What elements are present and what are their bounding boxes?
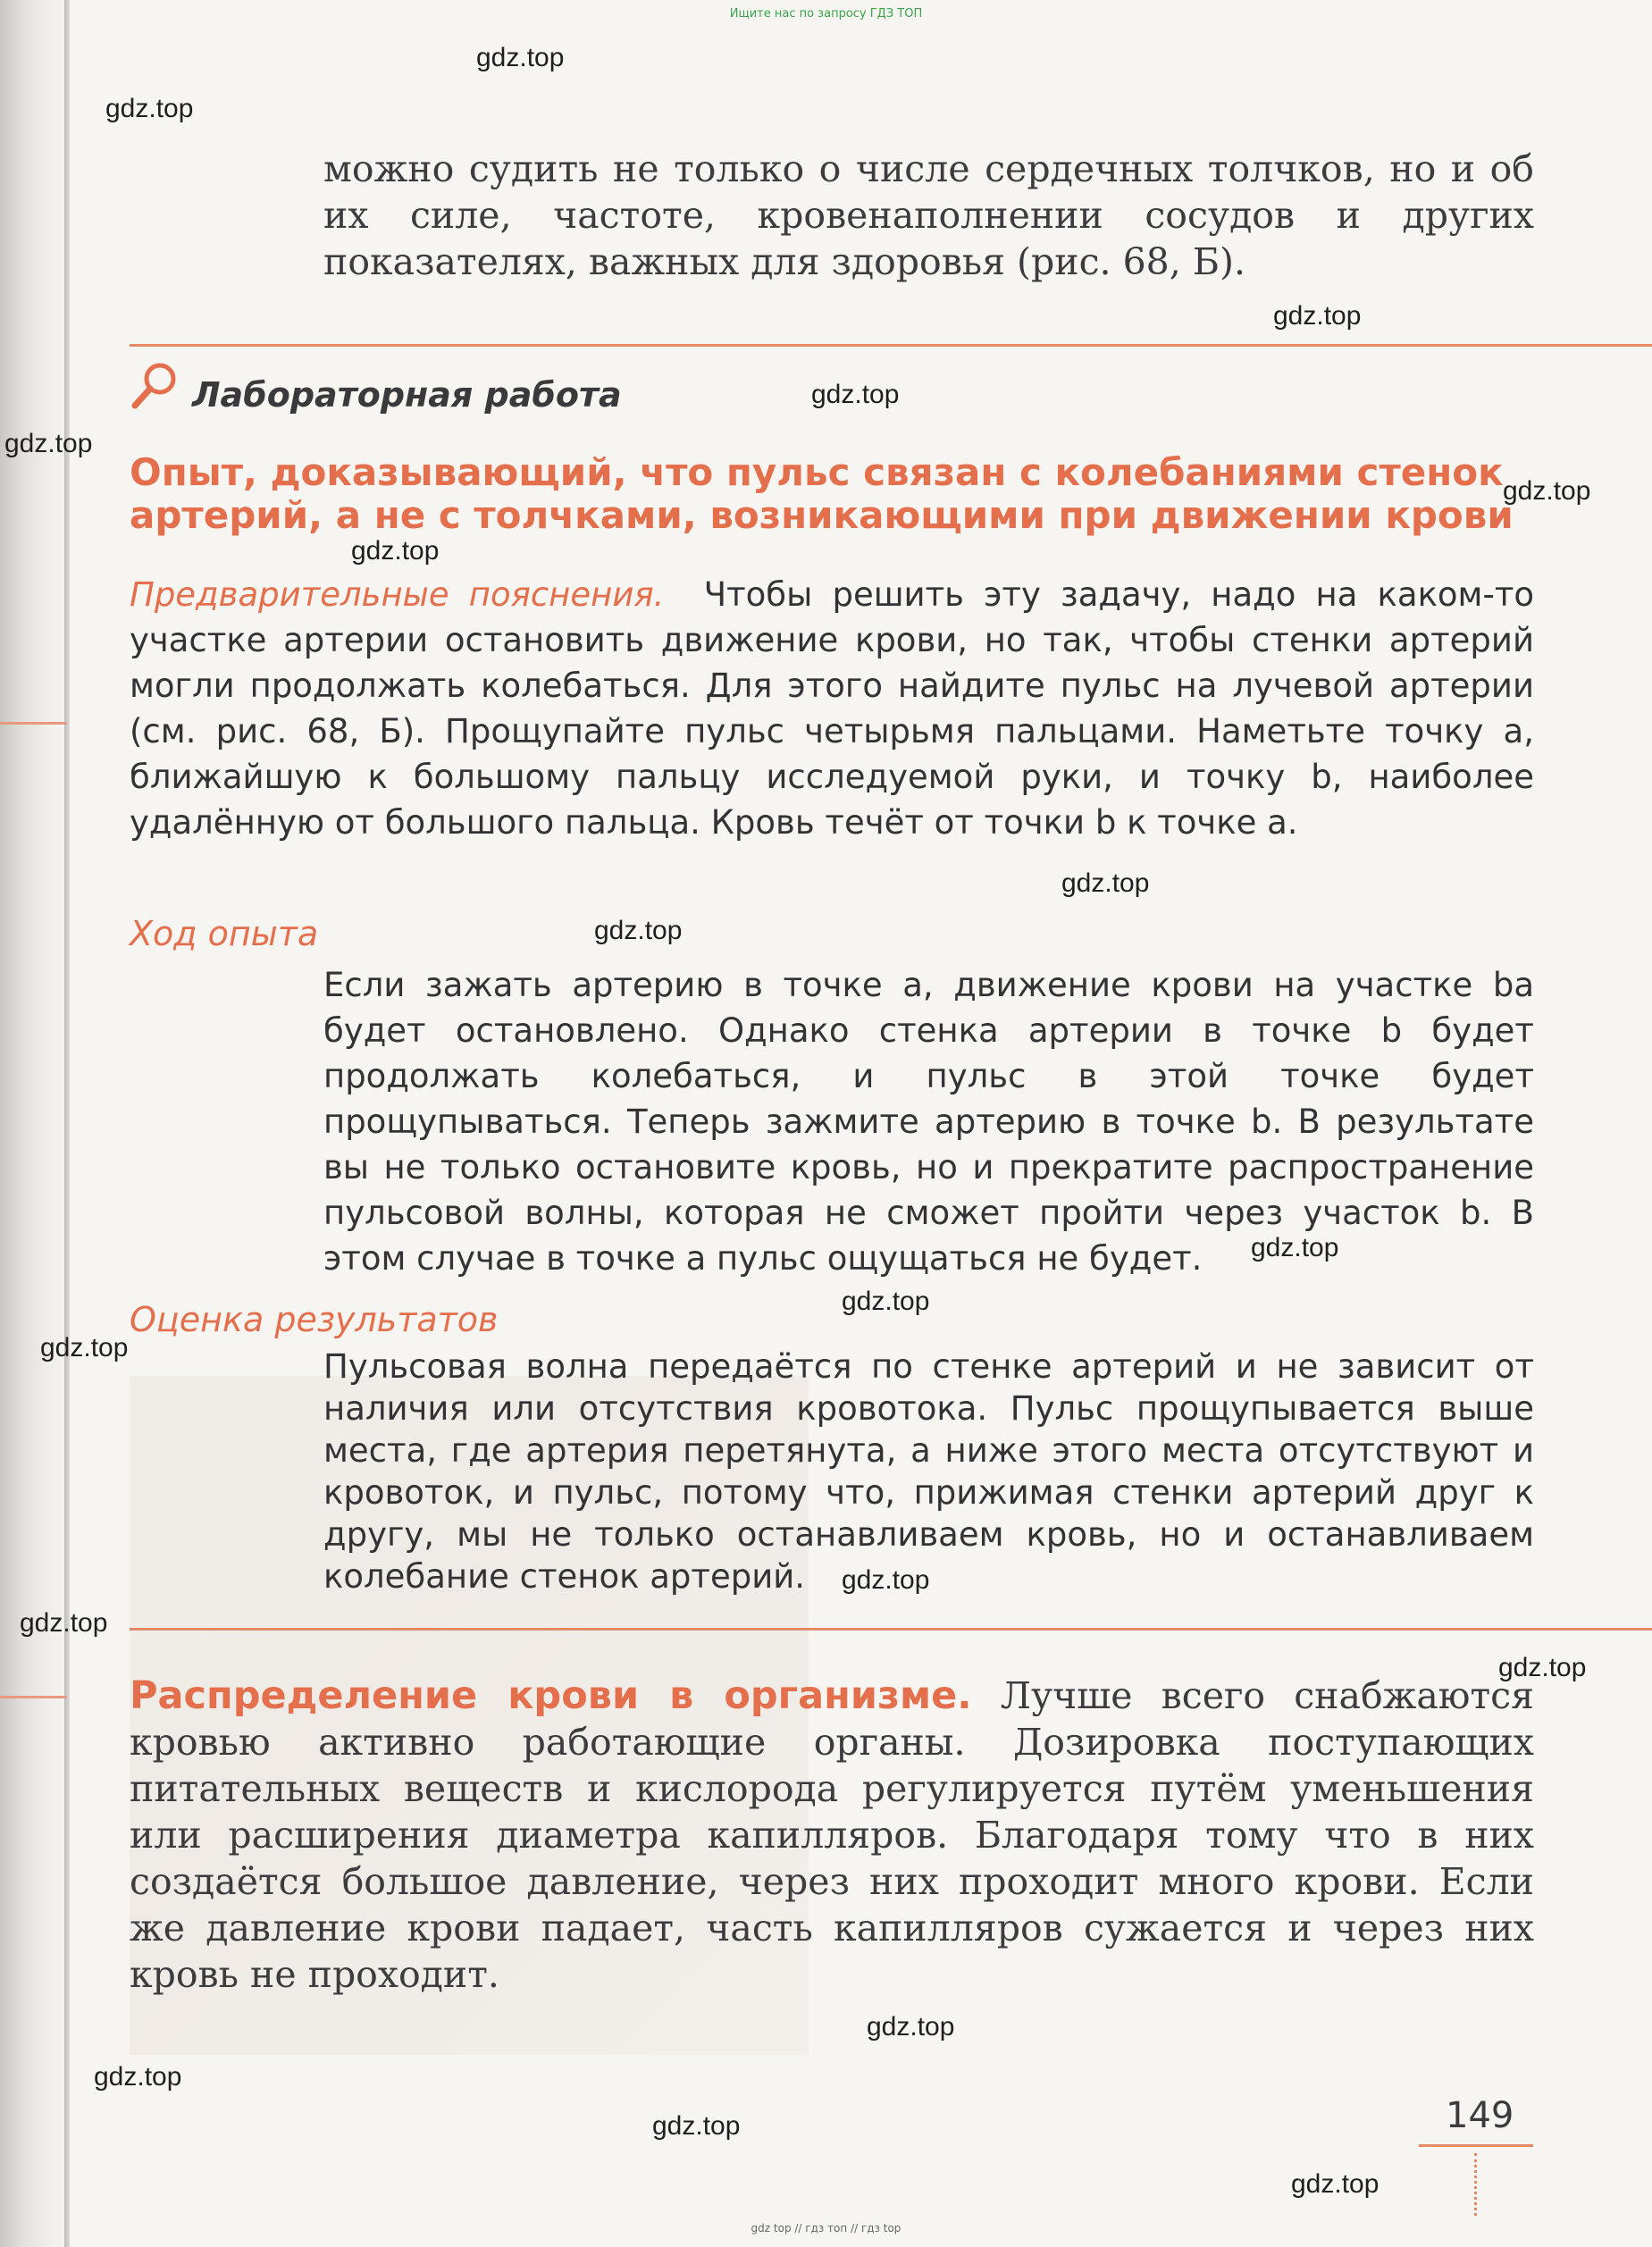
watermark: gdz.top xyxy=(105,94,194,123)
procedure-paragraph xyxy=(323,962,1534,1281)
experiment-title xyxy=(130,451,1559,537)
watermark: gdz.top xyxy=(351,536,440,566)
procedure-label: Ход опыта xyxy=(130,914,319,953)
prelim-text: Чтобы решить эту задачу, надо на каком-то участке артерии остановить движение крови, но так, чтобы стенки артерий могли продолжать колебаться. Для этого найдите пульс на лучевой артерии (см. рис. 68, Б). Прощупайте пульс четырьмя пальцами. Наметьте точку а, ближайшую к большому пальцу исследуемой руки, и точку b, наиболее удалённую от большого пальца. Кровь течёт от точки b к точке а. xyxy=(130,575,1535,842)
watermark: gdz.top xyxy=(1291,2169,1379,2199)
magnifier-icon xyxy=(130,359,181,411)
watermark: gdz.top xyxy=(1503,476,1591,506)
page-number-rule xyxy=(1419,2144,1533,2147)
watermark: gdz.top xyxy=(1061,868,1150,898)
experiment-title-line-2: артерий, а не с толчками, возникающими при движении крови xyxy=(130,493,1514,537)
binding-line xyxy=(64,0,70,2247)
intro-paragraph xyxy=(323,146,1534,285)
watermark: gdz.top xyxy=(1498,1653,1587,1682)
top-note[interactable]: Ищите нас по запросу ГДЗ ТОП xyxy=(729,7,923,21)
margin-mark xyxy=(0,722,67,725)
watermark: gdz.top xyxy=(40,1333,129,1362)
lab-title: Лабораторная работа xyxy=(192,375,622,415)
page-spine-shadow xyxy=(0,0,71,2247)
section-heading: Распределение крови в организме. xyxy=(130,1673,972,1718)
watermark: gdz.top xyxy=(1273,301,1362,331)
watermark: gdz.top xyxy=(4,429,93,458)
section-text: Лучше всего снабжаются кровью активно работающие органы. Дозировка поступающих питательных веществ и кислорода регулируется путём уменьшения или расширения диаметра капилляров. Благодаря тому что в них создаётся большое давление, через них проходит много крови. Если же давление крови падает, часть капилляров сужается и через них кровь не проходит. xyxy=(130,1674,1534,1996)
procedure-text: Если зажать артерию в точке а, движение крови на участке bа будет остановлено. Однако стенка артерии в точке b будет продолжать колебаться, и пульс в этой точке будет прощупываться. Теперь зажмите артерию в точке b. В результате вы не только остановите кровь, но и прекратите распространение пульсовой волны, которая не сможет пройти через участок b. В этом случае в точке а пульс ощущаться не будет. xyxy=(323,966,1534,1278)
margin-mark xyxy=(0,1696,67,1698)
page-number-dots xyxy=(1474,2153,1477,2216)
results-text: Пульсовая волна передаётся по стенке артерий и не зависит от наличия или отсутствия кровотока. Пульс прощупывается выше места, где артерия перетянута, а ниже этого места отсутствуют и кровоток, и пульс, потому что, прижимая стенки артерий друг к другу, мы не только останавливаем кровь, но и останавливаем колебание стенок артерий. xyxy=(323,1347,1534,1596)
watermark: gdz.top xyxy=(811,380,900,409)
prelim-paragraph xyxy=(130,572,1534,845)
results-label: Оценка результатов xyxy=(130,1300,499,1339)
watermark: gdz.top xyxy=(476,43,565,72)
bottom-note[interactable]: gdz top // гдз топ // гдз top xyxy=(751,2222,901,2234)
prelim-label: Предварительные пояснения. xyxy=(130,575,665,614)
watermark: gdz.top xyxy=(842,1287,930,1316)
watermark: gdz.top xyxy=(94,2062,182,2092)
watermark: gdz.top xyxy=(867,2012,955,2042)
watermark: gdz.top xyxy=(1251,1233,1339,1262)
watermark: gdz.top xyxy=(842,1565,930,1595)
watermark: gdz.top xyxy=(594,916,683,945)
section-rule xyxy=(130,1628,1652,1631)
watermark: gdz.top xyxy=(20,1608,108,1638)
watermark: gdz.top xyxy=(652,2111,741,2141)
section-paragraph xyxy=(130,1673,1534,1998)
page-number: 149 xyxy=(1446,2095,1514,2136)
results-paragraph xyxy=(323,1346,1534,1597)
experiment-title-line-1: Опыт, доказывающий, что пульс связан с колебаниями стенок xyxy=(130,450,1504,494)
intro-text: можно судить не только о числе сердечных толчков, но и об их силе, частоте, кровенаполнении сосудов и других показателях, важных для здоровья (рис. 68, Б). xyxy=(323,147,1534,283)
section-rule xyxy=(130,344,1652,347)
